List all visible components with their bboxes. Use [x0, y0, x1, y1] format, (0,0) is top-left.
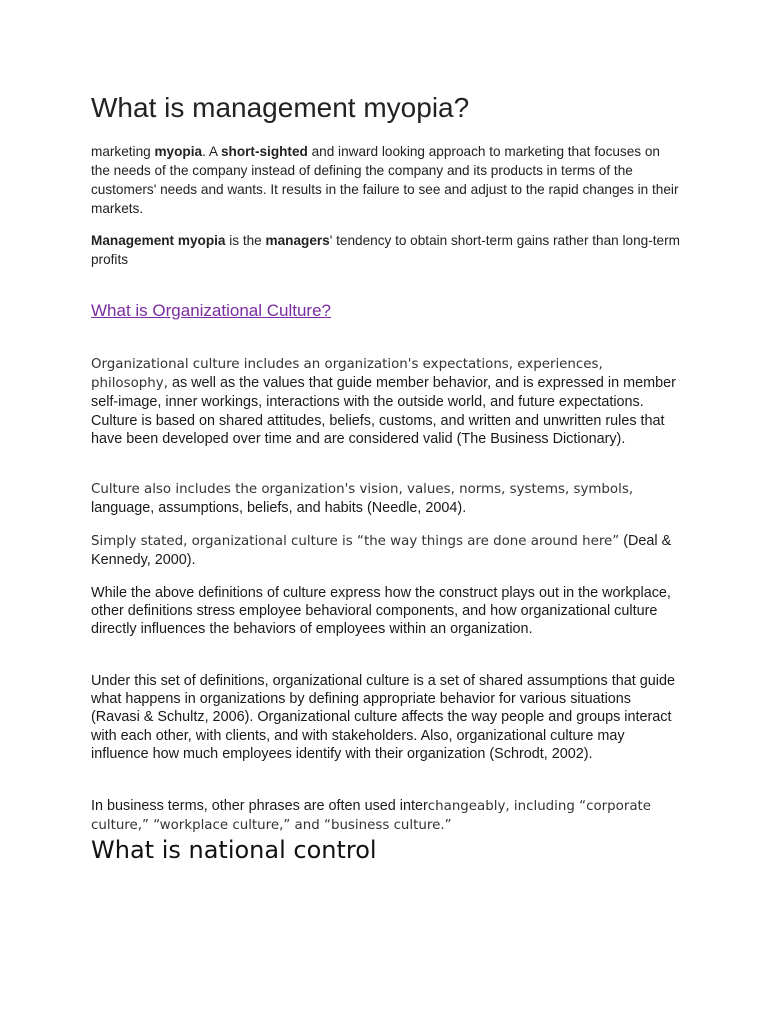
culture-p2-b: language, assumptions, beliefs, and habits (Needle, 2004). — [91, 500, 467, 517]
culture-p3-b: (Deal & Kennedy, 2000). — [91, 533, 672, 569]
myopia-text-1: marketing — [91, 144, 155, 159]
mgmt-text-2: ' tendency to obtain short-term gains rather than long-term profits — [91, 233, 680, 267]
culture-p2-a: Culture also includes the organization's vision, values, norms, systems, symbols, — [91, 482, 634, 497]
culture-paragraph-1 — [91, 355, 683, 448]
myopia-paragraph — [91, 142, 681, 218]
culture-p3-a: Simply stated, organizational culture is “the way things are done around here” — [91, 534, 620, 549]
culture-paragraph-5: Under this set of definitions, organizational culture is a set of shared assumptions that guide what happens in organizations by defining appropriate behavior for various situations (Ravasi & Schultz, 2006). Organizational culture affects the way people and groups interact with each other, with clients, and with stakeholders. Also, organizational culture may influence how much employees identify with their organization (Schrodt, 2002). — [91, 673, 675, 762]
culture-heading-link[interactable]: What is Organizational Culture? — [91, 301, 332, 320]
myopia-text-2: . A — [202, 144, 221, 159]
national-control-heading: What is national control — [91, 836, 377, 864]
culture-p6-b: changeably, including “corporate culture,” “workplace culture,” and “business culture.” — [91, 799, 652, 834]
page-title: What is management myopia? — [91, 92, 470, 123]
mgmt-bold-1: Management myopia — [91, 233, 226, 248]
management-myopia-paragraph — [91, 231, 681, 269]
culture-paragraph-4: While the above definitions of culture express how the construct plays out in the workplace, other definitions stress employee behavioral components, and how organizational culture directly influences the behaviors of employees within an organization. — [91, 585, 671, 638]
myopia-text-3: and inward looking approach to marketing that focuses on the needs of the company instead of defining the company and its products in terms of the customers' needs and wants. It results in the failure to see and adjust to the rapid changes in their markets. — [91, 144, 679, 216]
culture-p1-b: as well as the values that guide member behavior, and is expressed in member self-image, inner workings, interactions with the outside world, and future expectations. Culture is based on shared attitudes, beliefs, customs, and written and unwritten rules that have been developed over time and are considered valid (The Business Dictionary). — [91, 375, 676, 447]
culture-p1-a: Organizational culture includes an organization's expectations, experiences, philosophy, — [91, 357, 603, 392]
culture-p6-a: In business terms, other phrases are often used inter — [91, 798, 428, 814]
myopia-bold-2: short-sighted — [220, 144, 308, 159]
culture-paragraph-3 — [91, 532, 683, 569]
myopia-bold-1: myopia — [154, 144, 203, 159]
culture-paragraph-6 — [91, 797, 683, 835]
culture-paragraph-2 — [91, 480, 683, 517]
mgmt-text-1: is the — [225, 233, 266, 248]
mgmt-bold-2: managers — [265, 233, 330, 248]
